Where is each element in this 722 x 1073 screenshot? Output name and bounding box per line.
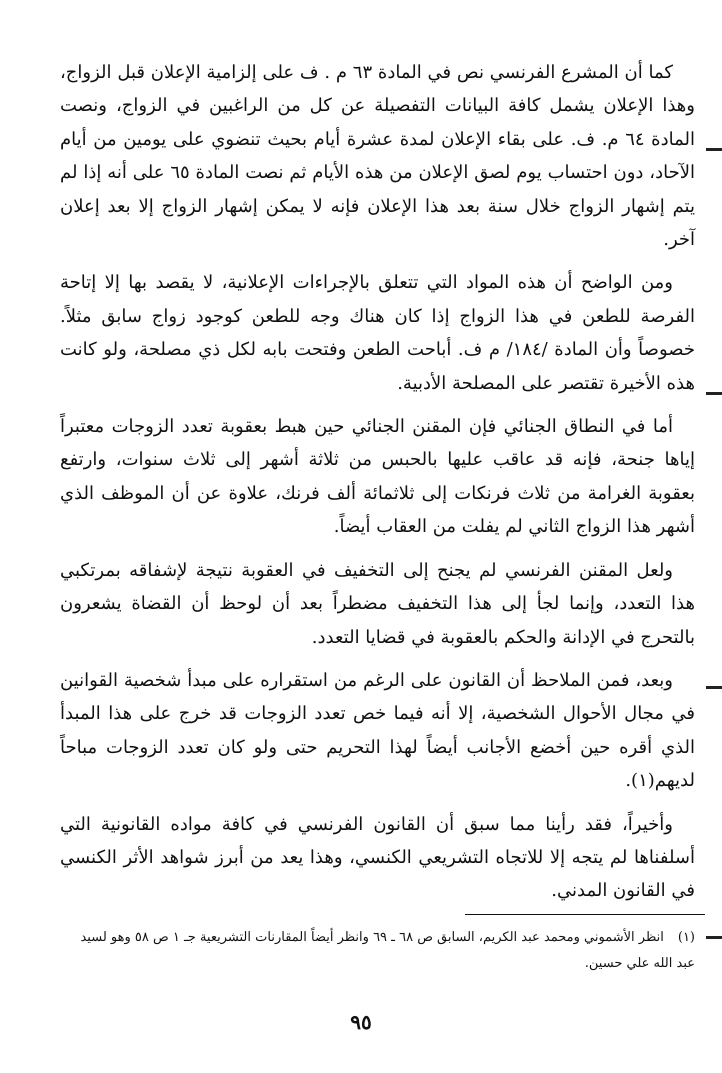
footnote-divider [465,914,705,915]
paragraph-4: ولعل المقنن الفرنسي لم يجنح إلى التخفيف في العقوبة نتيجة لإشفاقه بمرتكبي هذا التعدد، وإنما لجأ إلى هذا التخفيف مضطراً بعد أن لوحظ أن القضاة يشعرون بالتحرج في الإدانة والحكم بالعقوبة في قضايا التعدد. [60,559,695,648]
footnote-text: انظر الأشموني ومحمد عبد الكريم، السابق ص ٦٨ ـ ٦٩ وانظر أيضاً المقارنات التشريعية جـ ١ ص ٥٨ وهو لسيد عبد الله علي حسين. [80,930,695,971]
paragraph-2: ومن الواضح أن هذه المواد التي تتعلق بالإجراءات الإعلانية، لا يقصد بها إلا إتاحة الفرصة للطعن في هذا الزواج إذا كان هناك وجه للطعن كوجود زواج سابق مثلاً. خصوصاً وأن المادة /١٨٤/ م ف. أباحت الطعن وفتحت بابه لكل ذي مصلحة، ولو كانت هذه الأخيرة تقتصر على المصلحة الأدبية. [60,272,695,394]
paragraph-3: أما في النطاق الجنائي فإن المقنن الجنائي حين هبط بعقوبة تعدد الزوجات معتبراً إياها جنحة، فإنه قد عاقب عليها بالحبس من ثلاثة أشهر إلى ثلاث سنوات، وارتفع بعقوبة الغرامة من ثلاث فرنكات إلى ثلاثمائة ألف فرنك، علاوة عن أن الموظف الذي أشهر هذا الزواج الثاني لم يفلت من العقاب أيضاً. [60,416,695,538]
page-number: ٩٥ [350,1010,372,1034]
page-body [60,56,695,918]
binding-mark [706,686,722,689]
footnote [60,925,695,977]
paragraph-1: كما أن المشرع الفرنسي نص في المادة ٦٣ م . ف على إلزامية الإعلان قبل الزواج، وهذا الإعلان يشمل كافة البيانات التفصيلة عن كل من الراغبين في الزواج، ونصت المادة ٦٤ م. ف. على بقاء الإعلان لمدة عشرة أيام بحيث تنضوي على يومين من أيام الآحاد، دون احتساب يوم لصق الإعلان من هذه الأيام ثم نصت المادة ٦٥ على أنه إذا لم يتم إشهار الزواج خلال سنة بعد هذا الإعلان فإنه لا يمكن إشهار الزواج إلا بعد إعلان آخر. [60,62,696,251]
paragraph-5: وبعد، فمن الملاحظ أن القانون على الرغم من استقراره على مبدأ شخصية القوانين في مجال الأحوال الشخصية، إلا أنه فيما خص تعدد الزوجات قد خرج على هذا المبدأ الذي أقره حين أخضع الأجانب أيضاً لهذا التحريم حتى ولو كان تعدد الزوجات مباحاً لديهم(١). [60,669,695,792]
binding-mark [706,936,722,939]
binding-mark [706,148,722,151]
binding-mark [706,392,722,395]
paragraph-6: وأخيراً، فقد رأينا مما سبق أن القانون الفرنسي في كافة مواده القانونية التي أسلفناها لم يتجه إلا للاتجاه التشريعي الكنسي، وهذا يعد من أبرز شواهد الأثر الكنسي في القانون المدني. [60,813,695,902]
footnote-marker: (١) [677,930,695,945]
